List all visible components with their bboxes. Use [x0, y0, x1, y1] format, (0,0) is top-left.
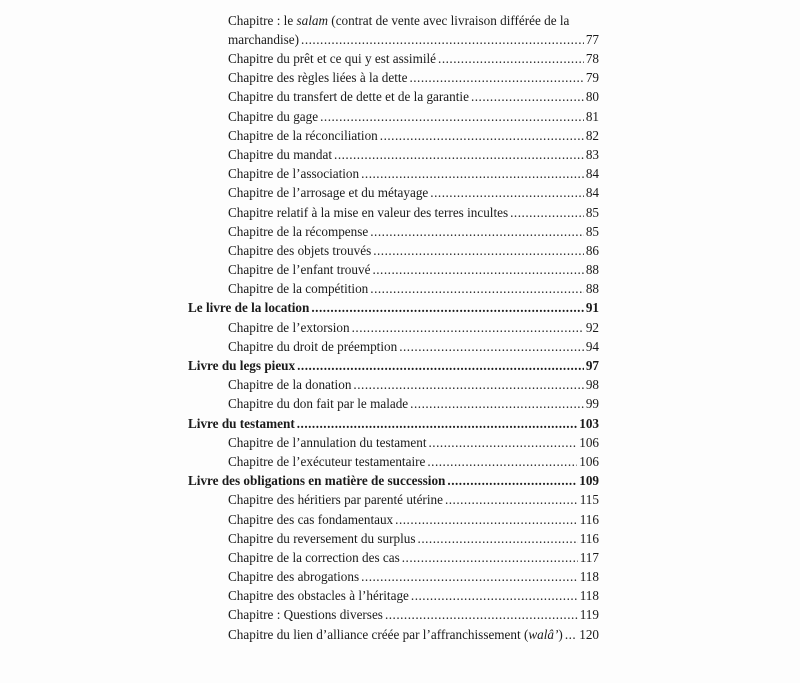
toc-entry [188, 222, 599, 241]
toc-leader-dots [510, 203, 584, 222]
toc-entry [188, 260, 599, 279]
toc-leader-dots [370, 279, 584, 298]
toc-entry-label: Livre du legs pieux [188, 358, 296, 373]
toc-page-number: 88 [585, 281, 599, 297]
toc-entry-label: Chapitre de la correction des cas [228, 549, 400, 565]
toc-page-number: 91 [585, 300, 599, 316]
toc-entry [188, 433, 599, 452]
toc-entry-label: Chapitre de l’enfant trouvé [228, 262, 371, 278]
toc-page-number: 117 [579, 549, 599, 565]
toc-entry-suffix: (contrat de vente avec livraison différée de la [328, 13, 570, 28]
toc-entry [188, 318, 599, 337]
toc-entry [188, 510, 599, 529]
toc-leader-dots [471, 87, 584, 106]
toc-leader-dots [361, 567, 578, 586]
toc-leader-dots [427, 452, 577, 471]
toc-page-number: 115 [579, 492, 599, 508]
toc-page-number: 119 [579, 607, 599, 623]
toc-page-number: 103 [579, 415, 599, 431]
toc-leader-dots [385, 605, 578, 624]
toc-entry [188, 394, 599, 413]
toc-leader-dots [565, 625, 577, 644]
toc-page-number: 118 [579, 588, 599, 604]
toc-entry-wala [188, 625, 599, 644]
toc-leader-dots [445, 490, 578, 509]
toc-page-number: 94 [585, 338, 599, 354]
toc-page-number: 79 [585, 70, 599, 86]
toc-entry-label: Chapitre de la réconciliation [228, 127, 378, 143]
toc-entry-italic-term: walâ’ [528, 626, 559, 642]
toc-entry-label [228, 625, 563, 644]
toc-entry-label: Livre des obligations en matière de succession [188, 473, 446, 489]
toc-page-number: 82 [585, 127, 599, 143]
toc-page-number: 99 [585, 396, 599, 412]
toc-entry-prefix: Chapitre du lien d’alliance créée par l’affranchissement ( [228, 626, 529, 642]
toc-leader-dots [411, 586, 578, 605]
toc-entry-suffix: ) [558, 626, 563, 642]
toc-leader-dots [370, 222, 584, 241]
toc-entry [188, 164, 599, 183]
toc-leader-dots [301, 30, 584, 49]
toc-entry [188, 529, 599, 548]
toc-leader-dots [297, 356, 584, 375]
toc-entry-label: Chapitre : Questions diverses [228, 607, 383, 623]
toc-entry [188, 126, 599, 145]
toc-entry-label: Chapitre de l’arrosage et du métayage [228, 185, 429, 201]
toc-leader-dots [361, 164, 584, 183]
toc-entry-label: Chapitre du don fait par le malade [228, 396, 409, 412]
toc-entry [188, 241, 599, 260]
toc-leader-dots [402, 548, 578, 567]
toc-entry [188, 567, 599, 586]
toc-page-number: 83 [585, 146, 599, 162]
toc-entry-label: Le livre de la location [188, 300, 310, 316]
toc-leader-dots [395, 510, 578, 529]
toc-leader-dots [438, 49, 584, 68]
toc-entry [188, 605, 599, 624]
toc-entry-label: Chapitre relatif à la mise en valeur des terres incultes [228, 204, 509, 220]
toc-entry-label: Chapitre des objets trouvés [228, 242, 372, 258]
toc-entry [188, 279, 599, 298]
toc-entry [188, 145, 599, 164]
toc-entry [188, 586, 599, 605]
toc-section-heading [188, 356, 599, 375]
toc-leader-dots [334, 145, 584, 164]
toc-leader-dots [410, 394, 584, 413]
toc-entry-label: Chapitre de la compétition [228, 281, 369, 297]
toc-entry [188, 548, 599, 567]
toc-entry [188, 452, 599, 471]
toc-leader-dots [320, 107, 584, 126]
table-of-contents [188, 11, 599, 644]
toc-page-number: 88 [585, 262, 599, 278]
toc-entry-label: Chapitre de la donation [228, 377, 352, 393]
toc-page-number: 84 [585, 185, 599, 201]
toc-entry-label: Chapitre du reversement du surplus [228, 530, 416, 546]
toc-page-number: 80 [585, 89, 599, 105]
toc-leader-dots [418, 529, 578, 548]
toc-entry-label: Chapitre des abrogations [228, 569, 360, 585]
toc-entry [188, 375, 599, 394]
toc-leader-dots [399, 337, 584, 356]
toc-entry-italic-term: salam [296, 13, 328, 28]
toc-page-number: 85 [585, 223, 599, 239]
toc-leader-dots [372, 260, 583, 279]
toc-page-number: 77 [585, 32, 599, 47]
toc-entry [188, 203, 599, 222]
toc-section-heading [188, 414, 599, 433]
toc-page-number: 120 [579, 626, 599, 642]
toc-entry-label: Chapitre de la récompense [228, 223, 369, 239]
toc-page-number: 84 [585, 166, 599, 182]
toc-leader-dots [430, 183, 584, 202]
toc-page-number: 109 [579, 473, 599, 489]
toc-leader-dots [447, 471, 577, 490]
toc-entry-label: Chapitre de l’annulation du testament [228, 434, 427, 450]
toc-page-number: 81 [585, 108, 599, 124]
toc-page-number: 98 [585, 377, 599, 393]
toc-entry-label: Chapitre des héritiers par parenté utérine [228, 492, 443, 508]
toc-page-number: 97 [585, 358, 599, 373]
toc-entry [188, 337, 599, 356]
toc-entry-label: Livre du testament [188, 415, 295, 431]
toc-page-number: 86 [585, 242, 599, 258]
toc-entry [188, 183, 599, 202]
toc-leader-dots [429, 433, 578, 452]
toc-leader-dots [409, 68, 583, 87]
toc-entry [188, 49, 599, 68]
toc-entry-label: Chapitre des obstacles à l’héritage [228, 588, 409, 604]
toc-page-number: 116 [579, 530, 599, 546]
toc-page-number: 118 [579, 569, 599, 585]
toc-entry-label: Chapitre du transfert de dette et de la garantie [228, 89, 469, 105]
toc-page-number: 92 [585, 319, 599, 335]
toc-page-number: 106 [579, 434, 599, 450]
toc-entry-list [188, 49, 599, 625]
toc-entry-label: Chapitre des règles liées à la dette [228, 70, 408, 86]
toc-section-heading [188, 471, 599, 490]
toc-entry-label: Chapitre du prêt et ce qui y est assimilé [228, 51, 437, 66]
toc-entry [188, 107, 599, 126]
toc-entry-label: Chapitre de l’association [228, 166, 360, 182]
toc-page-number: 85 [585, 204, 599, 220]
toc-leader-dots [297, 414, 578, 433]
toc-leader-dots [352, 318, 584, 337]
toc-entry-salam [188, 11, 599, 49]
toc-entry [188, 490, 599, 509]
toc-page-number: 116 [579, 511, 599, 527]
toc-entry-line1 [228, 11, 599, 30]
toc-entry-label: Chapitre de l’extorsion [228, 319, 350, 335]
toc-entry-label: Chapitre des cas fondamentaux [228, 511, 394, 527]
toc-entry-label: marchandise) [228, 32, 300, 47]
toc-page-number: 106 [579, 453, 599, 469]
toc-entry-label: Chapitre du mandat [228, 146, 333, 162]
toc-section-heading [188, 298, 599, 317]
toc-entry-label: Chapitre du droit de préemption [228, 338, 398, 354]
toc-entry-line2 [228, 30, 599, 49]
toc-leader-dots [353, 375, 583, 394]
toc-leader-dots [311, 298, 583, 317]
toc-leader-dots [373, 241, 584, 260]
toc-entry-label: Chapitre de l’exécuteur testamentaire [228, 453, 426, 469]
toc-entry-prefix: Chapitre : le [228, 13, 297, 28]
toc-entry-label: Chapitre du gage [228, 108, 319, 124]
toc-entry [188, 68, 599, 87]
toc-page-number: 78 [585, 51, 599, 66]
toc-entry [188, 87, 599, 106]
toc-leader-dots [380, 126, 584, 145]
